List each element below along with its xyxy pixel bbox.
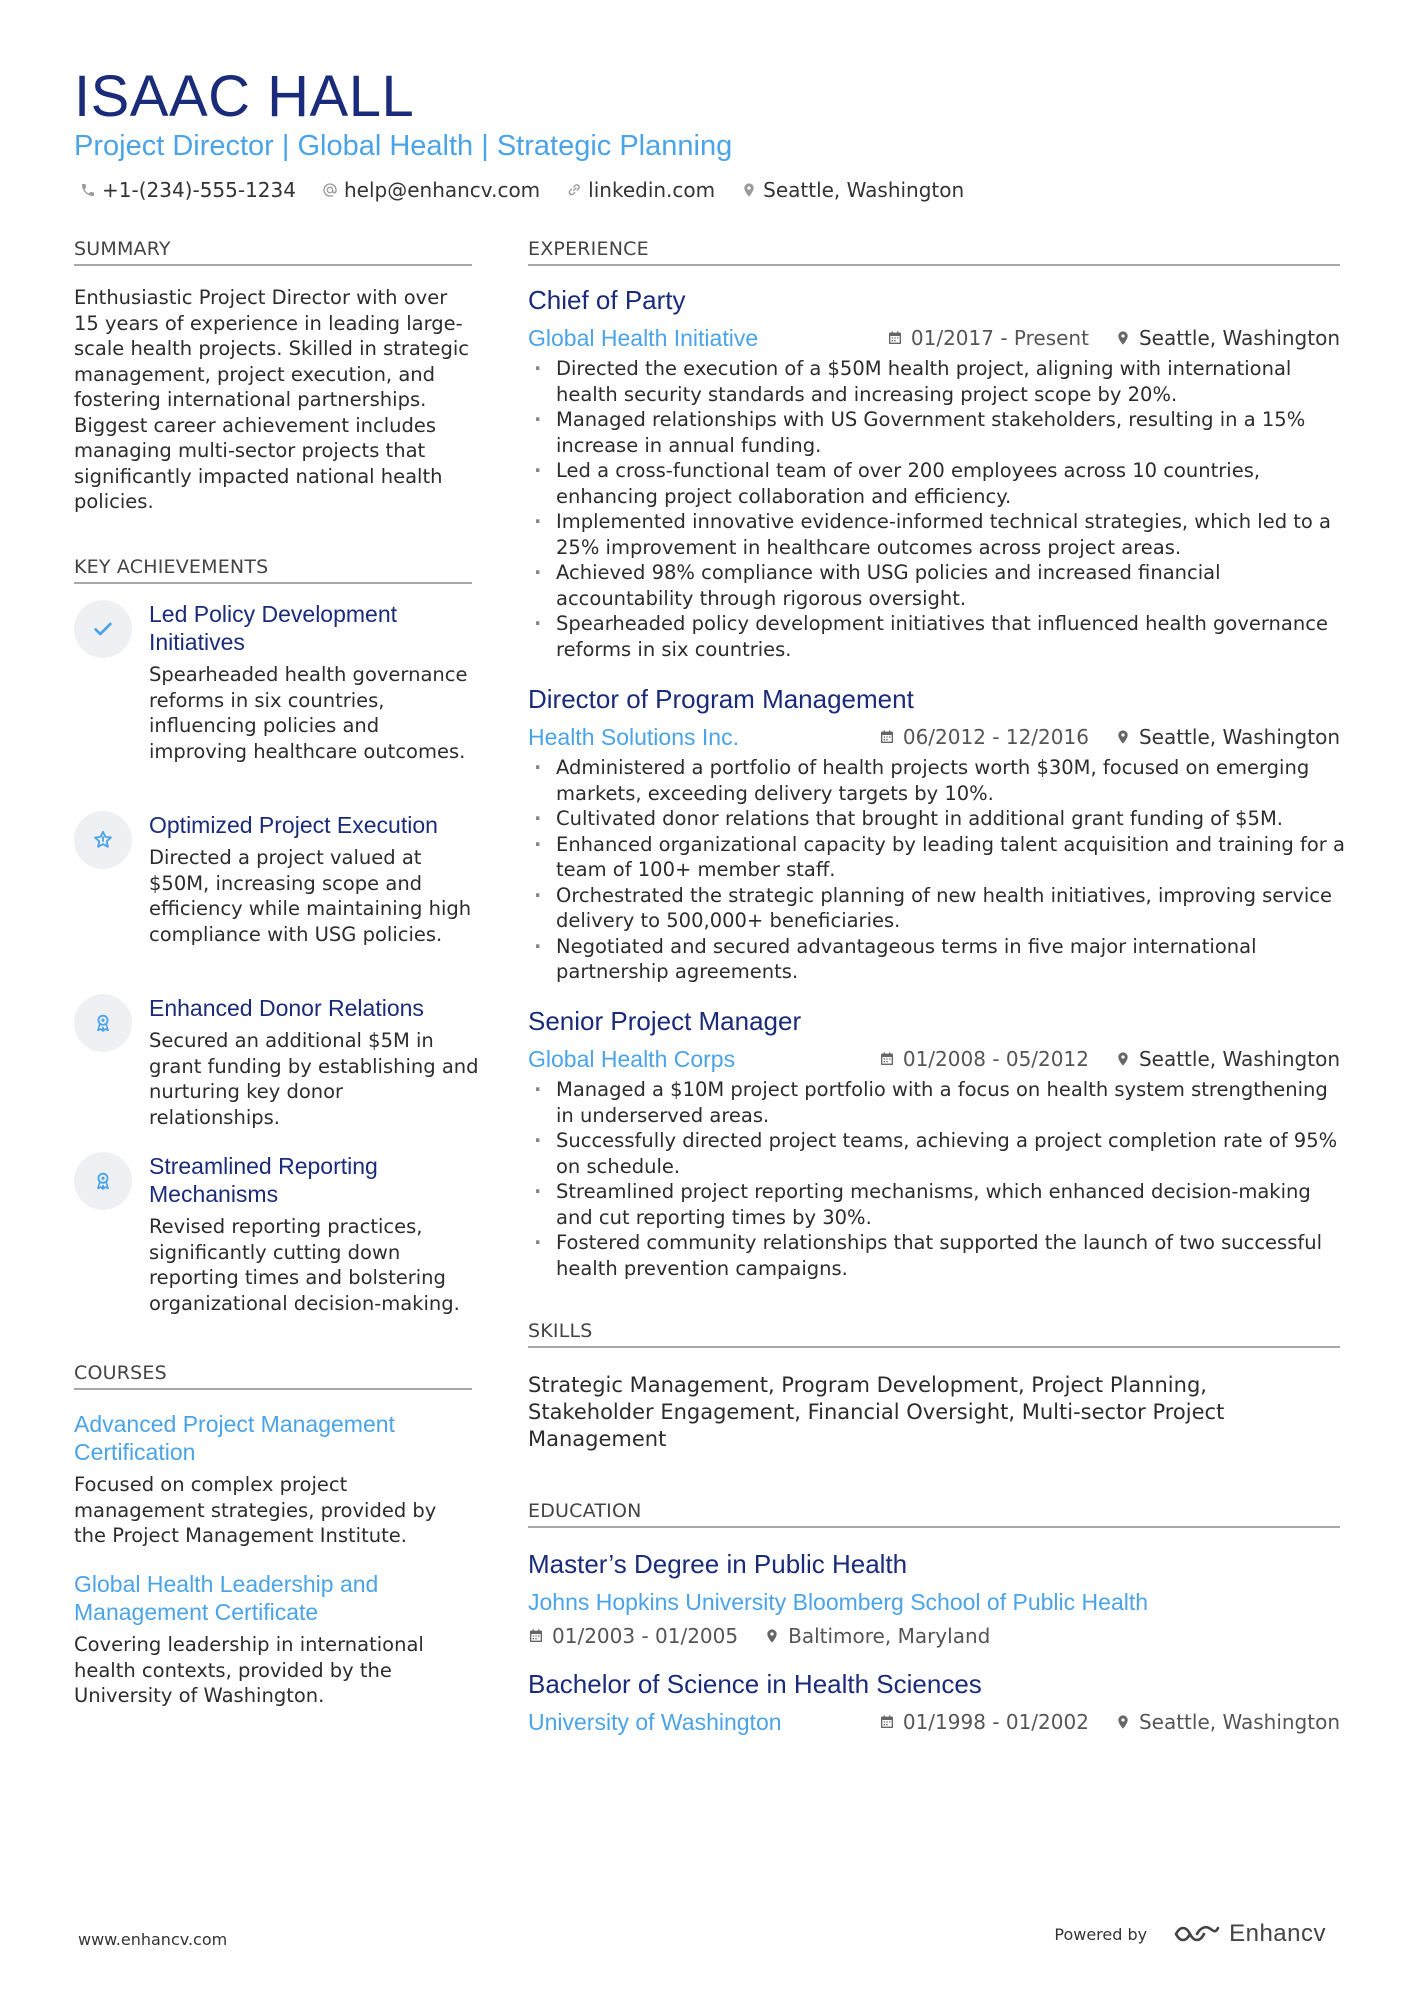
courses-divider [74,1388,472,1390]
achievements-divider [74,582,472,584]
education-location-text: Baltimore, Maryland [788,1624,991,1648]
location-icon [741,182,757,198]
job-location [1115,324,1340,352]
education-meta [879,1708,1340,1736]
job-bullets [528,755,1348,985]
achievement-title: Enhanced Donor Relations [149,995,424,1021]
calendar-icon [887,330,903,346]
footer-branding [1054,1920,1326,1948]
candidate-name: ISAAC HALL [74,64,415,129]
degree-title: Master’s Degree in Public Health [528,1549,908,1579]
summary-text: Enthusiastic Project Director with over 15 years of experience in leading large-scale health projects. Skilled in strategic management, project execution, and fostering international partnerships. Biggest career achievement includes managing multi-sector projects that significantly impacted national health policies. [74,286,470,513]
award-icon [92,1170,114,1192]
job-location-text: Seattle, Washington [1138,725,1340,749]
skills-divider [528,1346,1340,1348]
star-icon [92,829,114,851]
education-location [764,1622,990,1650]
job-meta [887,324,1340,352]
job-title: Director of Program Management [528,684,914,714]
summary-divider [74,264,472,266]
award-icon [92,1012,114,1034]
education-divider [528,1526,1340,1528]
powered-by-label: Powered by [1054,1924,1148,1944]
enhancv-logo[interactable] [1173,1920,1326,1948]
job-location [1115,1045,1340,1073]
achievements-heading: KEY ACHIEVEMENTS [74,556,269,578]
job-dates [879,723,1089,751]
job-bullet: · Administered a portfolio of health projects worth $30M, focused on emerging markets, exceeding delivery targets by 10%. [528,755,1348,806]
job-bullet: · Directed the execution of a $50M health project, aligning with international health security standards and increasing project scope by 20%. [528,356,1348,407]
job-meta [879,1045,1340,1073]
job-bullet: · Managed a $10M project portfolio with a focus on health system strengthening in underserved areas. [528,1077,1348,1128]
education-dates-text: 01/1998 - 01/2002 [902,1710,1089,1734]
job-title: Senior Project Manager [528,1006,802,1036]
course-desc: Covering leadership in international health contexts, provided by the University of Washington. [74,1633,424,1707]
skills-heading: SKILLS [528,1320,593,1342]
contact-location-text: Seattle, Washington [763,178,965,202]
job-bullet: · Spearheaded policy development initiatives that influenced health governance reforms in six countries. [528,611,1348,662]
degree-title: Bachelor of Science in Health Sciences [528,1669,982,1699]
calendar-icon [528,1628,544,1644]
job-bullet: · Managed relationships with US Government stakeholders, resulting in a 15% increase in annual funding. [528,407,1348,458]
job-bullet: · Orchestrated the strategic planning of new health initiatives, improving service delivery to 500,000+ beneficiaries. [528,883,1348,934]
job-dates [887,324,1089,352]
calendar-icon [879,729,895,745]
achievement-title: Streamlined Reporting Mechanisms [149,1153,378,1207]
phone-icon [80,182,96,198]
achievement-title: Led Policy Development Initiatives [149,601,398,655]
location-icon [1115,1714,1131,1730]
job-bullet: · Fostered community relationships that supported the launch of two successful health prevention campaigns. [528,1230,1348,1281]
contact-phone-text: +1-(234)-555-1234 [102,178,296,202]
achievement-icon-wrap [74,811,132,869]
job-bullets [528,1077,1348,1281]
location-icon [1115,330,1131,346]
contact-linkedin[interactable] [566,178,715,202]
enhancv-logo-text: Enhancv [1229,1920,1326,1947]
achievement-desc: Revised reporting practices, significantly cutting down reporting times and bolstering organizational decision-making. [149,1215,460,1315]
contact-linkedin-text: linkedin.com [588,178,716,202]
job-dates-text: 01/2008 - 05/2012 [902,1047,1089,1071]
contact-phone[interactable] [80,178,296,202]
achievement-icon-wrap [74,600,132,658]
education-heading: EDUCATION [528,1500,642,1522]
job-company: Global Health Corps [528,1046,736,1072]
enhancv-logo-icon [1173,1921,1221,1947]
job-bullet: · Streamlined project reporting mechanisms, which enhanced decision-making and cut reporting times by 30%. [528,1179,1348,1230]
contact-email-text: help@enhancv.com [343,178,541,202]
course-title: Advanced Project Management Certification [74,1411,395,1465]
job-title: Chief of Party [528,285,686,315]
job-bullet: · Negotiated and secured advantageous terms in five major international partnership agreements. [528,934,1348,985]
job-bullet: · Cultivated donor relations that brought in additional grant funding of $5M. [528,806,1348,832]
job-company: Health Solutions Inc. [528,724,739,750]
education-dates [879,1708,1089,1736]
school-name: Johns Hopkins University Bloomberg School of Public Health [528,1589,1149,1615]
summary-heading: SUMMARY [74,238,171,260]
school-name: University of Washington [528,1709,782,1735]
course-desc: Focused on complex project management strategies, provided by the Project Management Institute. [74,1473,437,1547]
job-meta [879,723,1340,751]
contact-bar [80,178,990,202]
contact-location [741,178,964,202]
education-location [1115,1708,1340,1736]
education-dates [528,1622,738,1650]
courses-heading: COURSES [74,1362,167,1384]
check-icon [92,618,114,640]
skills-text: Strategic Management, Program Development, Project Planning, Stakeholder Engagement, Financial Oversight, Multi-sector Project Management [528,1373,1225,1451]
footer-site-link[interactable]: www.enhancv.com [78,1930,228,1949]
job-dates-text: 06/2012 - 12/2016 [902,725,1089,749]
course-title: Global Health Leadership and Management Certificate [74,1571,379,1625]
location-icon [764,1628,780,1644]
job-bullet: · Implemented innovative evidence-informed technical strategies, which led to a 25% improvement in healthcare outcomes across project areas. [528,509,1348,560]
job-dates-text: 01/2017 - Present [910,326,1089,350]
contact-email[interactable] [322,178,540,202]
job-bullet: · Achieved 98% compliance with USG policies and increased financial accountability through rigorous oversight. [528,560,1348,611]
calendar-icon [879,1051,895,1067]
location-icon [1115,1051,1131,1067]
job-bullet: · Led a cross-functional team of over 200 employees across 10 countries, enhancing project collaboration and efficiency. [528,458,1348,509]
education-dates-text: 01/2003 - 01/2005 [552,1624,739,1648]
achievement-desc: Directed a project valued at $50M, increasing scope and efficiency while maintaining high compliance with USG policies. [149,846,472,946]
education-meta [528,1622,990,1650]
experience-heading: EXPERIENCE [528,238,649,260]
education-location-text: Seattle, Washington [1138,1710,1340,1734]
experience-divider [528,264,1340,266]
at-icon [322,182,338,198]
job-bullet: · Enhanced organizational capacity by leading talent acquisition and training for a team of 100+ member staff. [528,832,1348,883]
job-location-text: Seattle, Washington [1138,326,1340,350]
achievement-icon-wrap [74,994,132,1052]
achievement-desc: Spearheaded health governance reforms in six countries, influencing policies and improving healthcare outcomes. [149,663,468,763]
job-bullet: · Successfully directed project teams, achieving a project completion rate of 95% on schedule. [528,1128,1348,1179]
achievement-icon-wrap [74,1152,132,1210]
achievement-title: Optimized Project Execution [149,812,438,838]
job-dates [879,1045,1089,1073]
location-icon [1115,729,1131,745]
job-company: Global Health Initiative [528,325,759,351]
link-icon [566,182,582,198]
job-location-text: Seattle, Washington [1138,1047,1340,1071]
job-location [1115,723,1340,751]
job-bullets [528,356,1348,662]
achievement-desc: Secured an additional $5M in grant funding by establishing and nurturing key donor relationships. [149,1029,479,1129]
candidate-headline: Project Director | Global Health | Strategic Planning [74,130,733,162]
calendar-icon [879,1714,895,1730]
